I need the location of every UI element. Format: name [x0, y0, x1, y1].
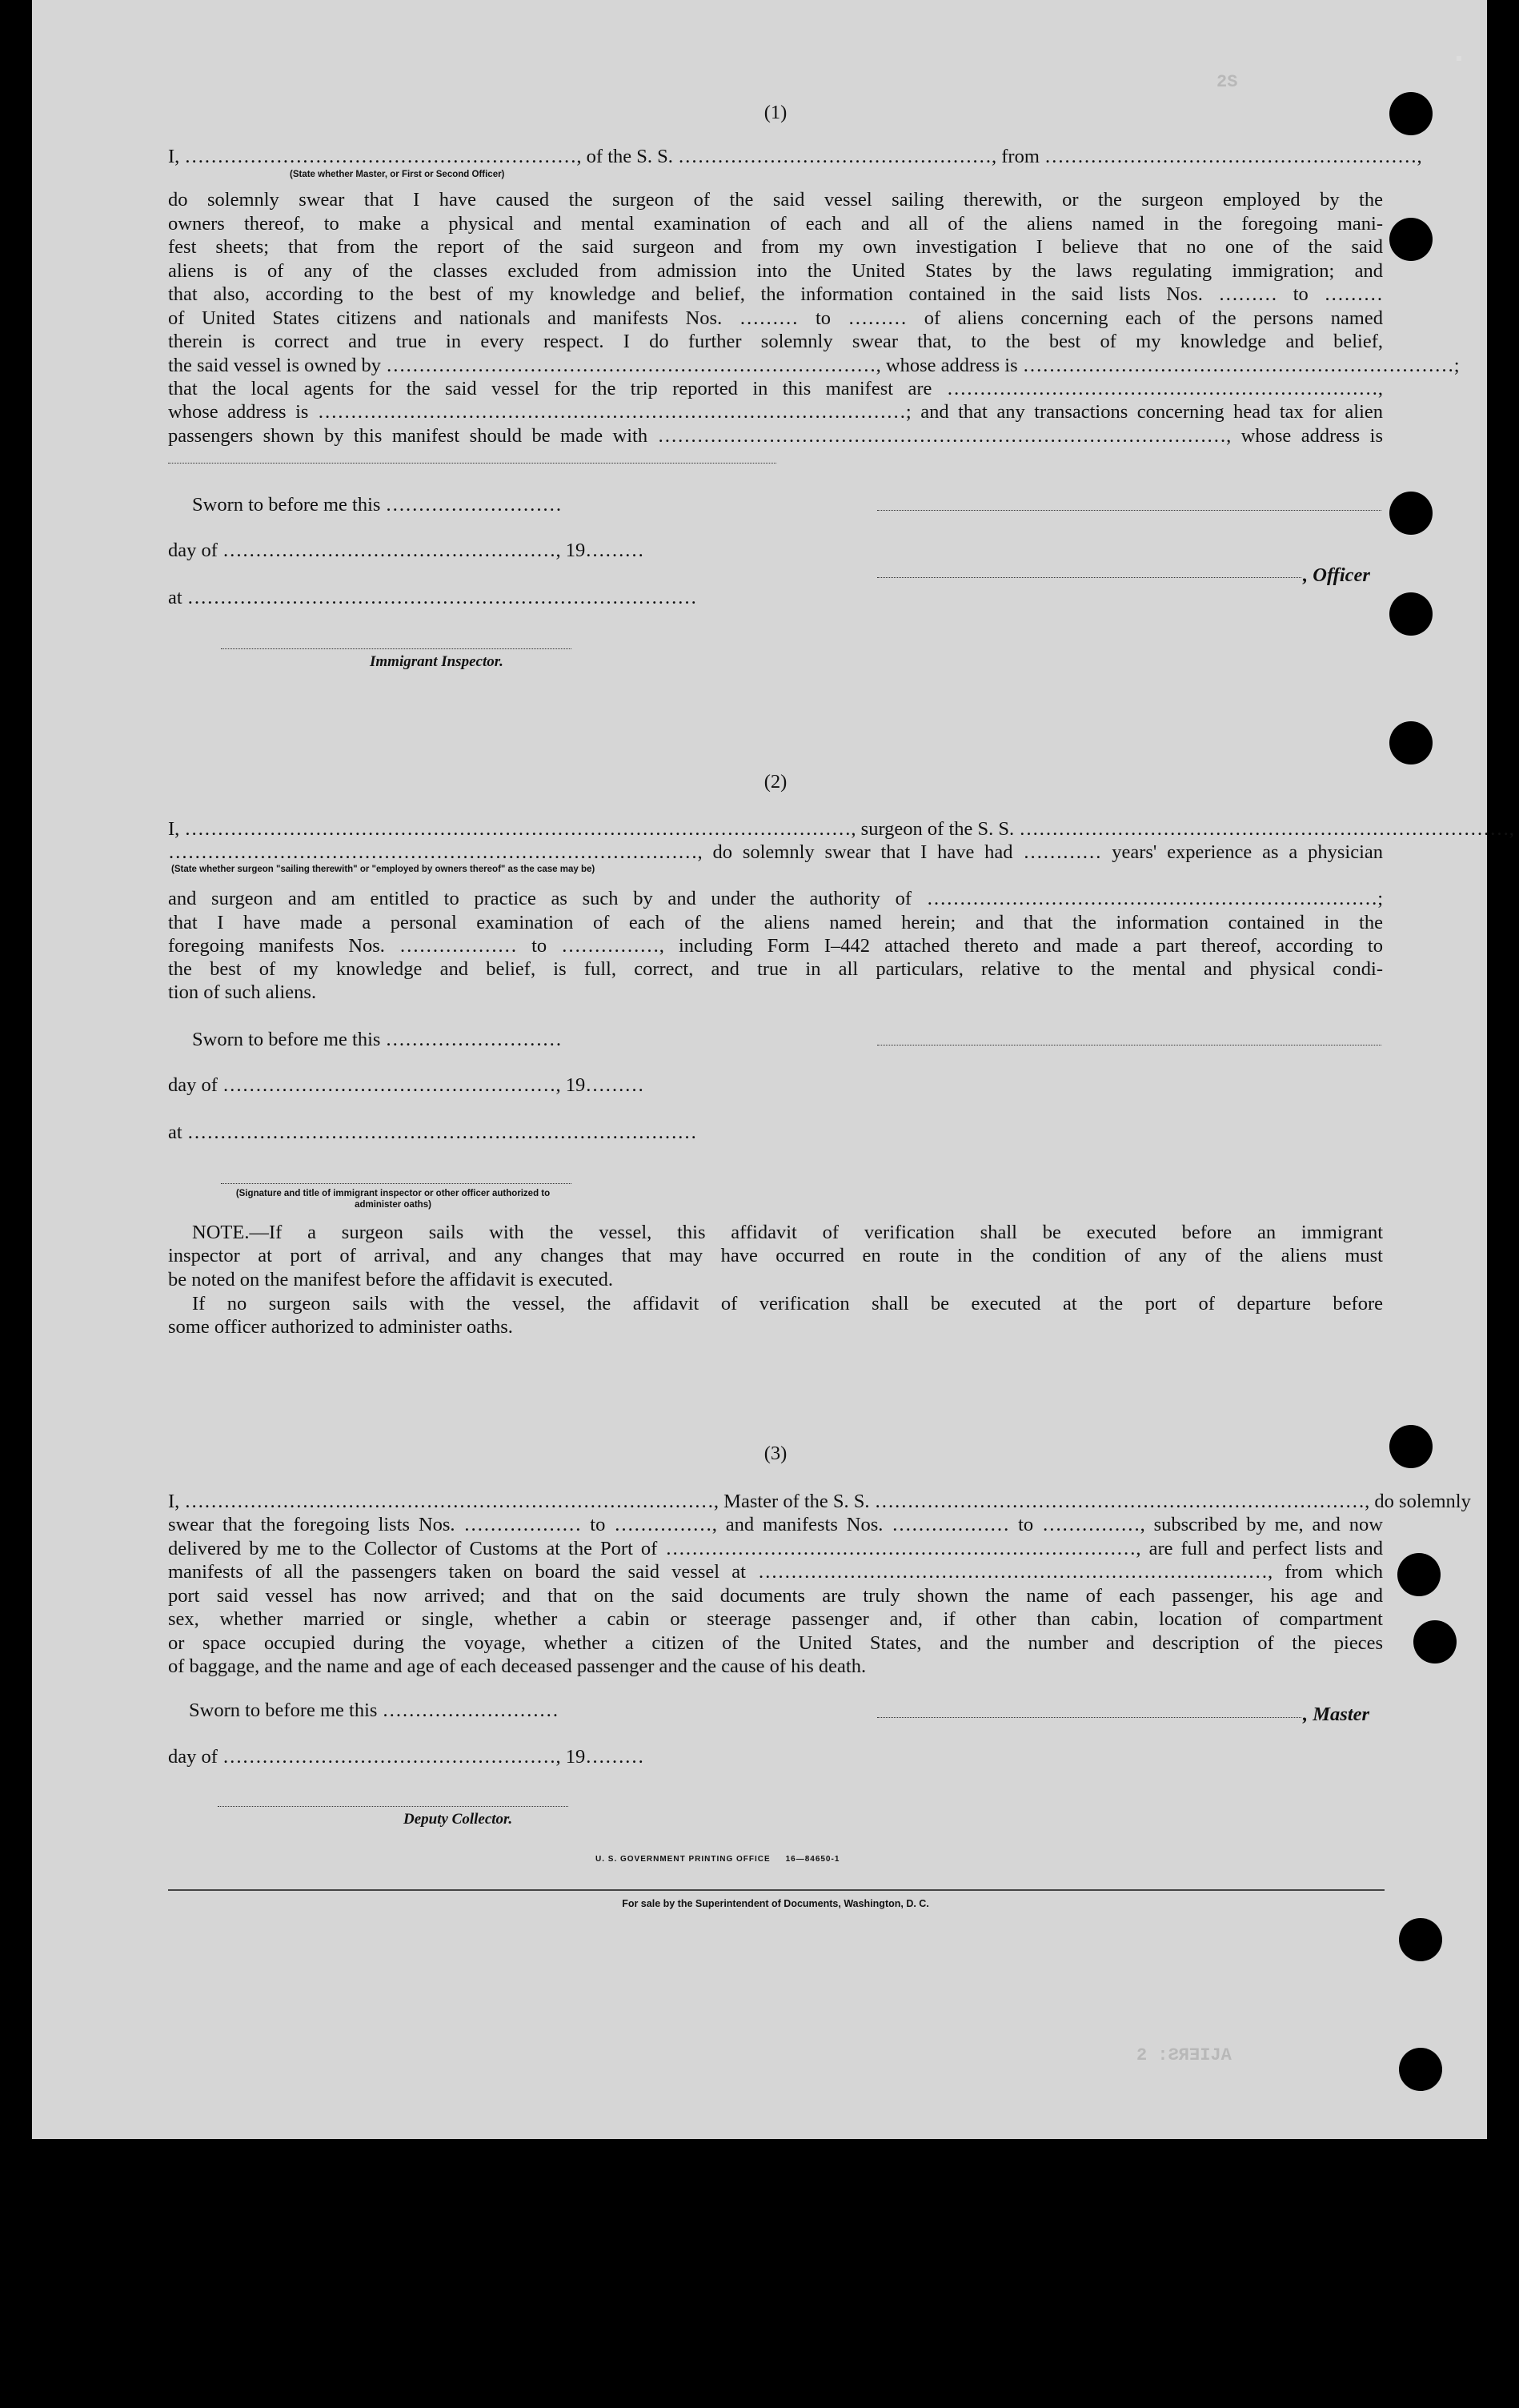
immigrant-inspector-caption: Immigrant Inspector. [370, 653, 503, 670]
corner-speck [1457, 56, 1461, 61]
section-1-line: aliens is of any of the classes excluded from admission into the United States by the laws regulating immigration; and [168, 260, 1383, 282]
section-1-line: passengers shown by this manifest should be made with ……………………………………………………………………………, whose address is [168, 425, 1383, 447]
note-paragraph-line: be noted on the manifest before the affidavit is executed. [168, 1269, 614, 1290]
note-paragraph-line: inspector at port of arrival, and any changes that may have occurred en route in the condition of any of the aliens must [168, 1245, 1383, 1266]
sworn-text: Sworn to before me this ……………………… [192, 1029, 563, 1050]
section-2-line: foregoing manifests Nos. ……………… to ……………, including Form I–442 attached thereto and made a part thereof, according to [168, 935, 1383, 957]
section-1-line: of United States citizens and nationals and manifests Nos. ……… to ……… of aliens concerning each of the persons named [168, 307, 1383, 329]
signature-title-caption: (Signature and title of immigrant inspector or other officer authorized to administer oaths) [235, 1189, 551, 1210]
section-1-role-note: (State whether Master, or First or Second Officer) [290, 170, 505, 179]
section-1-line: I, ……………………………………………………, of the S. S. …………………………………………, from …………………………………………………, [168, 146, 1422, 167]
signature-line [168, 463, 776, 464]
footer-rule [168, 1889, 1385, 1891]
punch-hole [1389, 492, 1433, 535]
officer-label: , Officer [1303, 564, 1370, 586]
punch-hole [1389, 218, 1433, 261]
at-text: at …………………………………………………………………… [168, 587, 697, 608]
officer-signature-line [877, 577, 1301, 578]
day-of-text: day of ……………………………………………, 19……… [168, 1074, 644, 1096]
bleed-through-mark: 2S [1216, 72, 1238, 92]
inspector-signature-line [221, 1183, 571, 1184]
punch-hole [1389, 1425, 1433, 1468]
section-3-line: sex, whether married or single, whether a cabin or steerage passenger and, if other than cabin, location of compartment [168, 1608, 1383, 1630]
section-1-number: (1) [764, 102, 788, 123]
punch-hole [1389, 592, 1433, 636]
sworn-text: Sworn to before me this ……………………… [189, 1700, 559, 1721]
no-surgeon-paragraph-line: some officer authorized to administer oaths. [168, 1316, 513, 1338]
punch-hole [1413, 1620, 1457, 1664]
deputy-collector-caption: Deputy Collector. [403, 1811, 513, 1828]
section-3-line: I, ………………………………………………………………………, Master of the S. S. …………………………………………………………………, do solemnly [168, 1491, 1471, 1512]
master-label: , Master [1303, 1704, 1370, 1725]
section-2-line: and surgeon and am entitled to practice as such by and under the authority of ……………………………………………………………; [168, 888, 1383, 909]
section-2-role-note: (State whether surgeon "sailing therewith" or "employed by owners thereof" as the case may be) [171, 865, 595, 874]
note-paragraph-line: NOTE.—If a surgeon sails with the vessel, this affidavit of verification shall be executed before an immigrant [192, 1222, 1383, 1243]
section-1-line: therein is correct and true in every respect. I do further solemnly swear that, to the best of my knowledge and belief, [168, 331, 1383, 352]
master-signature-line [877, 1717, 1301, 1718]
section-1-line: owners thereof, to make a physical and mental examination of each and all of the aliens named in the foregoing mani- [168, 213, 1383, 235]
section-1-line: the said vessel is owned by …………………………………………………………………, whose address is …………………………………………………………; [168, 355, 1460, 376]
punch-hole [1397, 1553, 1441, 1596]
bleed-through-mark: 2 :ƧЯƎIJA [1136, 2045, 1232, 2065]
section-2-line: I, …………………………………………………………………………………………, surgeon of the S. S. …………………………………………………………………, [168, 818, 1514, 840]
day-of-text: day of ……………………………………………, 19……… [168, 1746, 644, 1768]
collector-signature-line [218, 1806, 568, 1807]
section-3-line: manifests of all the passengers taken on board the said vessel at ……………………………………………………………………, from which [168, 1561, 1383, 1583]
section-2-number: (2) [764, 771, 788, 793]
section-3-number: (3) [764, 1443, 788, 1464]
section-3-line: delivered by me to the Collector of Customs at the Port of ………………………………………………………………, are full and perfect lists and [168, 1538, 1383, 1559]
officer-signature-line [877, 510, 1381, 511]
section-2-line: the best of my knowledge and belief, is full, correct, and true in all particulars, relative to the mental and physical condi- [168, 958, 1383, 980]
printing-office-line: U. S. GOVERNMENT PRINTING OFFICE 16—84650-1 [595, 1855, 840, 1864]
section-1-line: that the local agents for the said vessel for the trip reported in this manifest are …………………………………………………………, [168, 378, 1383, 399]
punch-hole [1399, 2048, 1442, 2091]
section-3-line: of baggage, and the name and age of each deceased passenger and the cause of his death. [168, 1656, 867, 1677]
inspector-signature-line [221, 648, 571, 649]
section-3-line: or space occupied during the voyage, whether a citizen of the United States, and the number and description of the pieces [168, 1632, 1383, 1654]
punch-hole [1389, 92, 1433, 135]
punch-hole [1389, 721, 1433, 765]
section-1-line: that also, according to the best of my knowledge and belief, the information contained in the said lists Nos. ……… to ……… [168, 283, 1383, 305]
punch-hole [1399, 1918, 1442, 1961]
sworn-text: Sworn to before me this ……………………… [192, 494, 563, 516]
section-1-line: whose address is ………………………………………………………………………………; and that any transactions concerning head tax for alien [168, 401, 1383, 423]
document-sheet [32, 0, 1514, 2139]
section-2-line: that I have made a personal examination of each of the aliens named herein; and that the information contained in the [168, 912, 1383, 933]
at-text: at …………………………………………………………………… [168, 1122, 697, 1143]
section-1-line: do solemnly swear that I have caused the surgeon of the said vessel sailing therewith, or the surgeon employed by the [168, 189, 1383, 211]
section-2-line: ………………………………………………………………………, do solemnly swear that I have had ………… years' experience as a physician [168, 841, 1383, 863]
sale-notice: For sale by the Superintendent of Documents, Washington, D. C. [622, 1898, 929, 1909]
section-1-line: fest sheets; that from the report of the said surgeon and from my own investigation I believe that no one of the said [168, 236, 1383, 258]
section-3-line: port said vessel has now arrived; and that on the said documents are truly shown the name of each passenger, his age and [168, 1585, 1383, 1607]
day-of-text: day of ……………………………………………, 19……… [168, 540, 644, 561]
no-surgeon-paragraph-line: If no surgeon sails with the vessel, the affidavit of verification shall be executed at the port of departure before [192, 1293, 1383, 1314]
section-3-line: swear that the foregoing lists Nos. ……………… to ……………, and manifests Nos. ……………… to ……………, subscribed by me, and now [168, 1514, 1383, 1535]
section-2-line: tion of such aliens. [168, 981, 317, 1003]
